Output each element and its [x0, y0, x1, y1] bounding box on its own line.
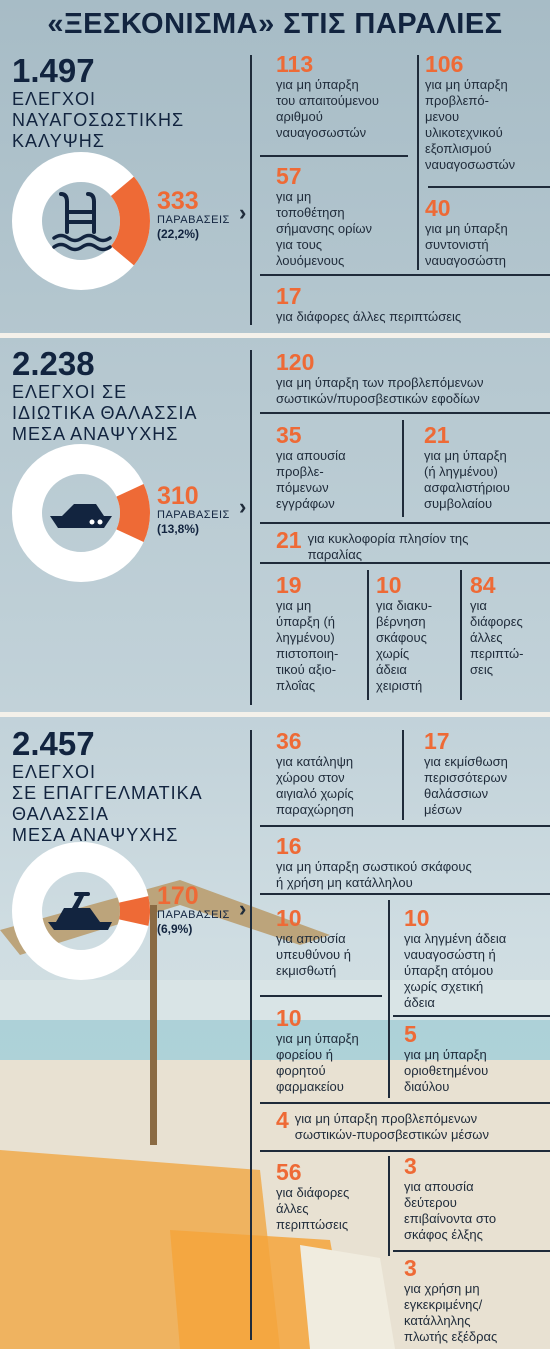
- label-line: ΙΔΙΩΤΙΚΑ ΘΑΛΑΣΣΙΑ: [12, 403, 198, 423]
- section-3-label: [12, 762, 203, 846]
- section-1-violations: [157, 188, 230, 241]
- item-value: 21: [276, 527, 302, 553]
- item-value: 10: [276, 1005, 302, 1031]
- item: [424, 729, 550, 818]
- item: [276, 729, 398, 818]
- violations-count: 170: [157, 882, 199, 910]
- violations-percent: (13,8%): [157, 522, 200, 536]
- item-value: 3: [404, 1255, 417, 1281]
- divider: [367, 570, 369, 700]
- item: [276, 573, 364, 694]
- item-value: 16: [276, 833, 302, 859]
- item-value: 19: [276, 572, 302, 598]
- label-line: ΘΑΛΑΣΣΙΑ: [12, 804, 109, 824]
- item: [425, 52, 550, 173]
- divider: [260, 1150, 550, 1152]
- divider: [460, 570, 462, 700]
- item-text: για κυκλοφορία πλησίον της παραλίας: [307, 531, 469, 562]
- divider: [250, 350, 252, 705]
- divider: [417, 55, 419, 270]
- section-separator: [0, 333, 550, 338]
- divider: [393, 1015, 550, 1017]
- item-value: 17: [424, 728, 450, 754]
- arrow-icon: ›: [239, 896, 247, 921]
- speedboat-icon: [50, 504, 112, 528]
- label-line: ΕΛΕΓΧΟΙ ΣΕ: [12, 382, 128, 402]
- item-text: για μη τοποθέτηση σήμανσης ορίων για τους λουόμενους: [276, 189, 373, 268]
- divider: [250, 55, 252, 325]
- divider: [260, 893, 550, 895]
- label-line: ΜΕΣΑ ΑΝΑΨΥΧΗΣ: [12, 424, 179, 444]
- section-2-total: 2.238: [12, 345, 95, 382]
- label-line: ΚΑΛΥΨΗΣ: [12, 131, 105, 151]
- arrow-icon: ›: [239, 200, 247, 225]
- item-text: για μη ύπαρξη προβλεπό- μενου υλικοτεχνικού εξοπλισμού ναυαγοσωστών: [425, 77, 516, 172]
- section-2-violations: [157, 483, 230, 536]
- section-2-donut: [12, 444, 150, 582]
- section-3-total: 2.457: [12, 725, 95, 762]
- donut-violations-segment: [130, 490, 135, 535]
- item-value: 10: [376, 572, 402, 598]
- violations-percent: (6,9%): [157, 922, 193, 936]
- section-1-label: [12, 89, 184, 152]
- item: [276, 1160, 384, 1233]
- section-3-donut: [12, 842, 150, 980]
- item-text: για μη ύπαρξη (ή ληγμένου) ασφαλιστήριου συμβολαίου: [424, 448, 510, 511]
- item-text: για μη ύπαρξη οριοθετημένου διαύλου: [404, 1047, 489, 1094]
- violations-percent: (22,2%): [157, 227, 200, 241]
- item-text: για απουσία προβλε- πόμενων εγγράφων: [276, 448, 346, 511]
- item: [424, 423, 550, 512]
- label-line: ΣΕ ΕΠΑΓΓΕΛΜΑΤΙΚΑ: [12, 783, 203, 803]
- item-text: για απουσία υπευθύνου ή εκμισθωτή: [276, 931, 352, 978]
- item-value: 17: [276, 283, 302, 309]
- item-value: 4: [276, 1107, 289, 1133]
- item: [425, 196, 550, 269]
- item-value: 120: [276, 349, 315, 375]
- item-value: 36: [276, 728, 302, 754]
- item: [276, 834, 550, 891]
- item-text: για μη ύπαρξη των προβλεπόμενων σωστικών/πυροσβεστικών εφοδίων: [276, 375, 484, 406]
- item-text: για ληγμένη άδεια ναυαγοσώστη ή ύπαρξη ατόμου χωρίς σχετική άδεια: [404, 931, 507, 1010]
- violations-label: ΠΑΡΑΒΑΣΕΙΣ: [157, 509, 230, 521]
- divider: [393, 1250, 550, 1252]
- label-line: ΕΛΕΓΧΟΙ: [12, 762, 96, 782]
- divider: [388, 900, 390, 1098]
- item-value: 5: [404, 1021, 417, 1047]
- donut-violations-segment: [122, 186, 135, 255]
- item-value: 40: [425, 195, 451, 221]
- item-text: για μη ύπαρξη σωστικού σκάφους ή χρήση μη κατάλληλου: [276, 859, 472, 890]
- item: [276, 1108, 550, 1143]
- item-text: για κατάληψη χώρου στον αιγιαλό χωρίς παραχώρηση: [276, 754, 354, 817]
- item-text: για μη ύπαρξη φορείου ή φορητού φαρμακείου: [276, 1031, 359, 1094]
- item-value: 10: [404, 905, 430, 931]
- violations-count: 333: [157, 187, 199, 215]
- item: [470, 573, 550, 678]
- item: [404, 906, 550, 1011]
- divider: [260, 412, 550, 414]
- divider: [402, 420, 404, 517]
- divider: [428, 186, 550, 188]
- item-text: για μη ύπαρξη συντονιστή ναυαγοσώστη: [425, 221, 508, 268]
- item: [276, 1006, 384, 1095]
- divider: [388, 1156, 390, 1256]
- item-text: για διάφορες άλλες περιπτώσεις: [276, 1185, 350, 1232]
- item-text: για διακυ- βέρνηση σκάφους χωρίς άδεια χειριστή: [376, 598, 433, 693]
- divider: [260, 995, 382, 997]
- divider: [260, 1102, 550, 1104]
- item: [276, 528, 550, 563]
- item: [404, 1022, 550, 1095]
- item: [276, 906, 384, 979]
- item-text: για μη ύπαρξη (ή ληγμένου) πιστοποιη- τικού αξιο- πλοΐας: [276, 598, 339, 693]
- violations-label: ΠΑΡΑΒΑΣΕΙΣ: [157, 214, 230, 226]
- item-value: 84: [470, 572, 496, 598]
- item-text: για διάφορες άλλες περιπτώσεις: [276, 309, 462, 324]
- divider: [260, 522, 550, 524]
- item-text: για μη ύπαρξη προβλεπόμενων σωστικών-πυροσβεστικών μέσων: [294, 1111, 489, 1142]
- item: [404, 1256, 550, 1345]
- divider: [250, 730, 252, 1340]
- label-line: ΝΑΥΑΓΟΣΩΣΤΙΚΗΣ: [12, 110, 185, 130]
- divider: [260, 274, 550, 276]
- violations-label: ΠΑΡΑΒΑΣΕΙΣ: [157, 909, 230, 921]
- item-text: για χρήση μη εγκεκριμένης/ κατάλληλης πλωτής εξέδρας: [404, 1281, 498, 1344]
- label-line: ΜΕΣΑ ΑΝΑΨΥΧΗΣ: [12, 825, 179, 845]
- item: [276, 52, 412, 141]
- item: [276, 284, 550, 325]
- item-value: 3: [404, 1153, 417, 1179]
- item-text: για απουσία δεύτερου επιβαίνοντα στο σκάφος έλξης: [404, 1179, 497, 1242]
- section-3-violations: [157, 883, 230, 936]
- arrow-icon: ›: [239, 494, 247, 519]
- item: [276, 350, 550, 407]
- section-1-donut: [12, 152, 150, 290]
- donut-violations-segment: [134, 899, 135, 922]
- section-1-total: 1.497: [12, 52, 95, 89]
- item-text: για εκμίσθωση περισσότερων θαλάσσιων μέσων: [424, 754, 508, 817]
- item: [404, 1154, 550, 1243]
- page-title: «ΞΕΣΚΟΝΙΣΜΑ» ΣΤΙΣ ΠΑΡΑΛΙΕΣ: [47, 8, 503, 40]
- item: [276, 164, 412, 269]
- item: [376, 573, 458, 694]
- divider: [260, 825, 550, 827]
- item-text: για μη ύπαρξη του απαιτούμενου αριθμού ναυαγοσωστών: [276, 77, 380, 140]
- label-line: ΕΛΕΓΧΟΙ: [12, 89, 96, 109]
- violations-count: 310: [157, 482, 199, 510]
- item-value: 106: [425, 51, 464, 77]
- item-value: 35: [276, 422, 302, 448]
- swimming-pool-ladder-icon: [54, 194, 110, 250]
- item: [276, 423, 398, 512]
- item-value: 56: [276, 1159, 302, 1185]
- item-text: για διάφορες άλλες περιπτώ- σεις: [470, 598, 524, 677]
- section-separator: [0, 712, 550, 717]
- item-value: 57: [276, 163, 302, 189]
- section-2-label: [12, 382, 197, 445]
- item-value: 10: [276, 905, 302, 931]
- divider: [402, 730, 404, 820]
- item-value: 113: [276, 51, 314, 77]
- item-value: 21: [424, 422, 450, 448]
- jet-ski-icon: [48, 892, 112, 930]
- divider: [260, 155, 408, 157]
